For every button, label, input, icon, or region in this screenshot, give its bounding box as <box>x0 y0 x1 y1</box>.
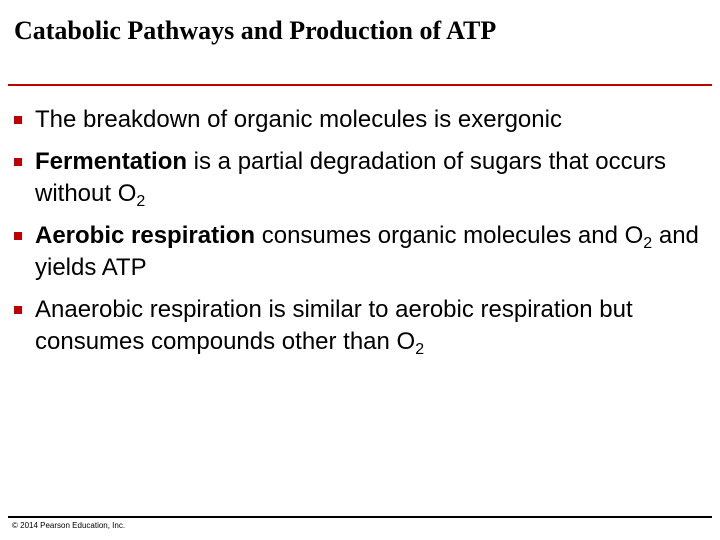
copyright-notice: © 2014 Pearson Education, Inc. <box>12 521 126 530</box>
bold-term: Aerobic respiration <box>35 222 256 249</box>
bullet-text <box>35 106 562 133</box>
bullet-text <box>35 222 699 281</box>
bullet-text <box>35 148 666 210</box>
text-run: The breakdown of organic molecules is exergonic <box>35 106 562 133</box>
square-bullet-icon <box>14 116 22 124</box>
bullet-item <box>14 146 704 210</box>
text-run: and yields ATP <box>35 222 699 281</box>
subscript: 2 <box>643 235 653 252</box>
square-bullet-icon <box>14 158 22 166</box>
subscript: 2 <box>415 341 425 358</box>
bullet-list <box>14 104 704 368</box>
title-divider <box>8 84 712 86</box>
bullet-text <box>35 296 633 358</box>
subscript: 2 <box>136 193 146 210</box>
bullet-item <box>14 104 704 136</box>
bullet-item <box>14 220 704 284</box>
text-run: consumes organic molecules and O <box>255 222 644 249</box>
bullet-item <box>14 294 704 358</box>
square-bullet-icon <box>14 306 22 314</box>
footer-divider <box>8 516 712 518</box>
text-run: Anaerobic respiration is similar to aerobic respiration but consumes compounds other than O <box>35 296 633 355</box>
text-run: is a partial degradation of sugars that occurs without O <box>35 148 666 207</box>
bold-term: Fermentation <box>35 148 188 175</box>
slide-title: Catabolic Pathways and Production of ATP <box>14 16 497 45</box>
square-bullet-icon <box>14 232 22 240</box>
